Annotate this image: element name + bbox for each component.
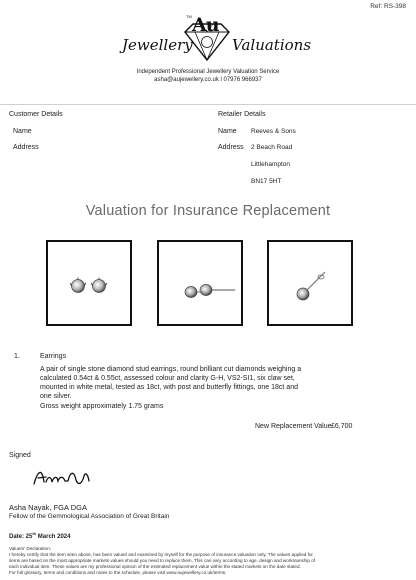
photo-earrings-side [157,240,243,326]
signed-label: Signed [9,452,31,459]
item-description [40,365,372,401]
declaration-line: I hereby certify that the item seen above, has been valued and examined by myself for the purpose of insurance valuation only. The values applied for [9,552,313,557]
retailer-details-heading: Retailer Details [218,111,266,118]
logo-tm: TM [186,14,192,19]
date-suffix-ordinal: th [32,531,37,536]
brand-word-left: Jewellery [122,36,193,54]
signer-name: Asha Nayak, FGA DGA [9,503,87,512]
declaration-line: For full glossary, terms and conditions and notes to the schedule, please visit www.aujewellery.co.uk/terms. [9,570,227,575]
logo-au: Au [192,14,219,36]
earring-side-image [159,242,241,324]
logo [0,12,416,64]
item-number: 1. [14,353,20,360]
photo-earrings-front [46,240,132,326]
description-line: mounted in white metal, tested as 18ct, with post and butterfly fittings, one 18ct and [40,384,298,391]
replacement-value-label: New Replacement Value [255,423,332,430]
description-line: A pair of single stone diamond stud earrings, round brilliant cut diamonds weighing a [40,366,302,373]
date-prefix: Date: 25 [9,534,33,540]
date-month-year: March 2024 [36,534,71,540]
retailer-name-value: Reeves & Sons [251,128,296,135]
declaration-line: items are based on the most appropriate markets values should you need to replace them. This can vary according to age, design and workmanship of [9,558,316,563]
signer-credential: Fellow of the Gemmological Association of Great Britain [9,513,170,520]
description-line: one silver. [40,393,72,400]
signature-image [32,464,92,492]
retailer-address-line: BN17 5HT [251,178,282,185]
description-line: calculated 0.54ct & 0.55ct, assessed colour and clarity G-H, VS2-SI1, six claw set, [40,375,295,382]
retailer-name-label: Name [218,128,237,135]
valuation-date [9,531,70,540]
brand-word-right: Valuations [232,36,312,54]
customer-address-label: Address [13,144,39,151]
customer-details-heading: Customer Details [9,111,63,118]
earring-pair-image [48,242,130,324]
retailer-address-line: 2 Beach Road [251,144,293,151]
item-title: Earrings [40,353,67,360]
page-title: Valuation for Insurance Replacement [85,203,331,219]
reference-number: Ref: RS-398 [370,3,406,10]
contact-line: asha@aujewellery.co.uk l 07976 966937 [154,77,262,83]
divider [0,104,416,105]
gross-weight: Gross weight approximately 1.75 grams [40,403,164,410]
photo-earring-single [267,240,353,326]
earring-single-image [269,242,351,324]
retailer-address-line: Littlehampton [251,161,291,168]
declaration-line: each individual item. These values are my professional opinion of the estimated replacement value within the stated markets on the date stated. [9,564,301,569]
retailer-address-label: Address [218,144,244,151]
customer-name-label: Name [13,128,32,135]
valuers-declaration [9,546,409,576]
declaration-line: Valuers' Declaration: [9,546,51,551]
service-tagline: Independent Professional Jewellery Valuation Service [136,69,280,75]
replacement-value-amount: £6,700 [331,423,353,430]
